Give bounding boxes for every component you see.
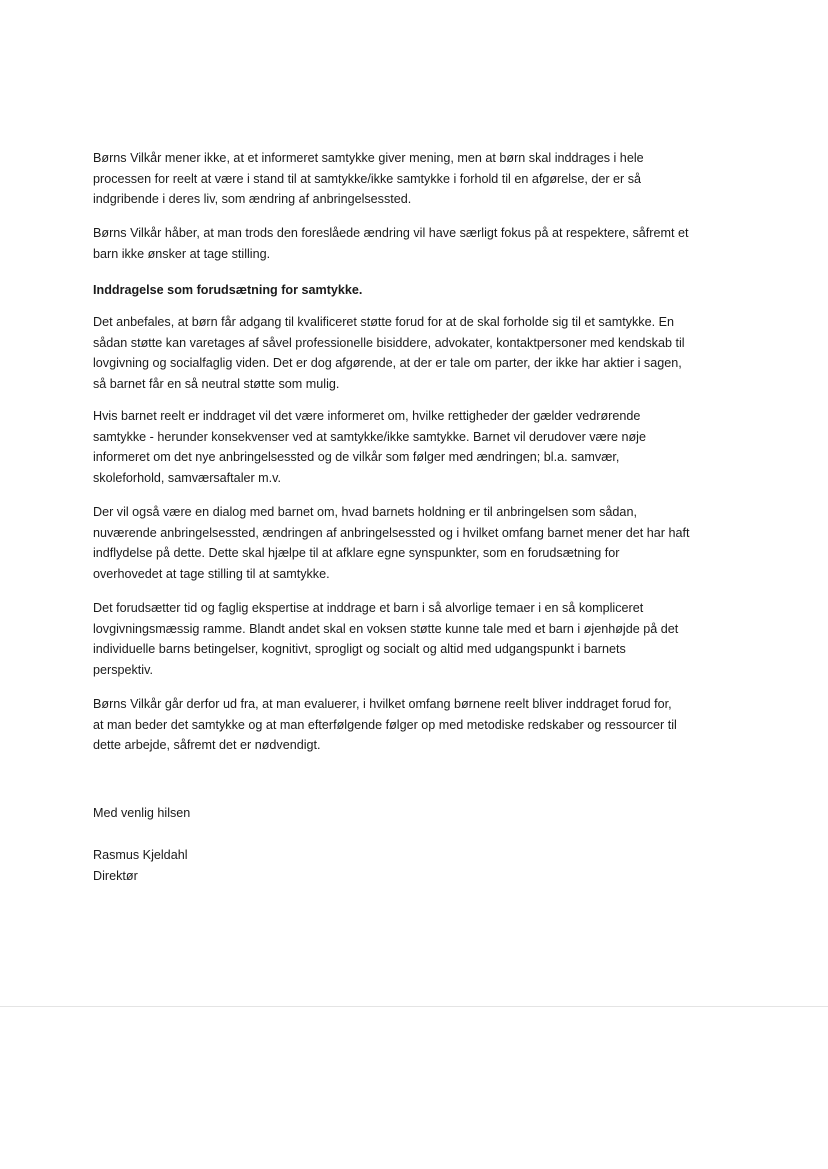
paragraph-2: [93, 223, 743, 264]
paragraph-6: [93, 598, 743, 680]
paragraph-5: [93, 502, 743, 584]
paragraph-line: indflydelse på dette. Dette skal hjælpe til at afklare egne synspunkter, som en forudsætning for: [93, 546, 620, 560]
paragraph-4: [93, 406, 743, 488]
paragraph-line: individuelle barns betingelser, kognitivt, sprogligt og socialt og altid med udgangspunkt i barnets: [93, 642, 626, 656]
section-heading: [93, 280, 743, 301]
paragraph-line: skoleforhold, samværsaftaler m.v.: [93, 470, 282, 485]
paragraph-line: Børns Vilkår håber, at man trods den foreslåede ændring vil have særligt fokus på at respektere, såfremt et: [93, 226, 689, 240]
paragraph-3: [93, 312, 743, 394]
paragraph-line: Børns Vilkår mener ikke, at et informeret samtykke giver mening, men at børn skal inddrages i hele: [93, 151, 644, 165]
paragraph-line: Der vil også være en dialog med barnet om, hvad barnets holdning er til anbringelsen som sådan,: [93, 505, 637, 519]
paragraph-line: perspektiv.: [93, 662, 153, 677]
paragraph-1: [93, 148, 743, 210]
paragraph-line: lovgivning og socialfaglig viden. Det er dog afgørende, at der er tale om parter, der ikke har aktier i sagen,: [93, 356, 682, 370]
paragraph-line: Det anbefales, at børn får adgang til kvalificeret støtte forud for at de skal forholde sig til et samtykke. En: [93, 315, 674, 329]
paragraph-line: dette arbejde, såfremt det er nødvendigt.: [93, 738, 321, 752]
paragraph-line: informeret om det nye anbringelsessted og de vilkår som følger med ændringen; bl.a. samvær,: [93, 450, 620, 464]
paragraph-line: Børns Vilkår går derfor ud fra, at man evaluerer, i hvilket omfang børnene reelt bliver inddraget forud for,: [93, 697, 672, 711]
paragraph-line: processen for reelt at være i stand til at samtykke/ikke samtykke i forhold til en afgørelse, der er så: [93, 171, 642, 186]
paragraph-line: nuværende anbringelsessted, ændringen af anbringelsessted og i hvilket omfang barnet mener det har haft: [93, 525, 690, 540]
paragraph-line: Det forudsætter tid og faglig ekspertise at inddrage et barn i så alvorlige temaer i en så kompliceret: [93, 601, 644, 615]
paragraph-line: så barnet får en så neutral støtte som mulig.: [93, 376, 340, 391]
signature-block: [93, 845, 743, 886]
closing-greeting: [93, 803, 743, 824]
paragraph-line: sådan støtte kan varetages af såvel professionelle bisiddere, advokater, kontaktpersoner med kendskab til: [93, 335, 685, 350]
scan-divider: [0, 1006, 828, 1007]
greeting-text: Med venlig hilsen: [93, 806, 191, 820]
section-heading-text: Inddragelse som forudsætning for samtykke.: [93, 283, 363, 297]
paragraph-line: barn ikke ønsker at tage stilling.: [93, 246, 271, 261]
signer-title: Direktør: [93, 868, 138, 883]
paragraph-line: Hvis barnet reelt er inddraget vil det være informeret om, hvilke rettigheder der gælder vedrørende: [93, 409, 641, 423]
signer-name: Rasmus Kjeldahl: [93, 848, 188, 862]
paragraph-line: overhovedet at tage stilling til at samtykke.: [93, 566, 330, 581]
paragraph-line: indgribende i deres liv, som ændring af anbringelsessted.: [93, 192, 412, 206]
paragraph-line: at man beder det samtykke og at man efterfølgende følger op med metodiske redskaber og ressourcer til: [93, 717, 677, 732]
paragraph-line: samtykke - herunder konsekvenser ved at samtykke/ikke samtykke. Barnet vil derudover være nøje: [93, 429, 646, 444]
paragraph-line: lovgivningsmæssig ramme. Blandt andet skal en voksen støtte kunne tale med et barn i øjenhøjde på det: [93, 621, 679, 636]
paragraph-7: [93, 694, 743, 756]
